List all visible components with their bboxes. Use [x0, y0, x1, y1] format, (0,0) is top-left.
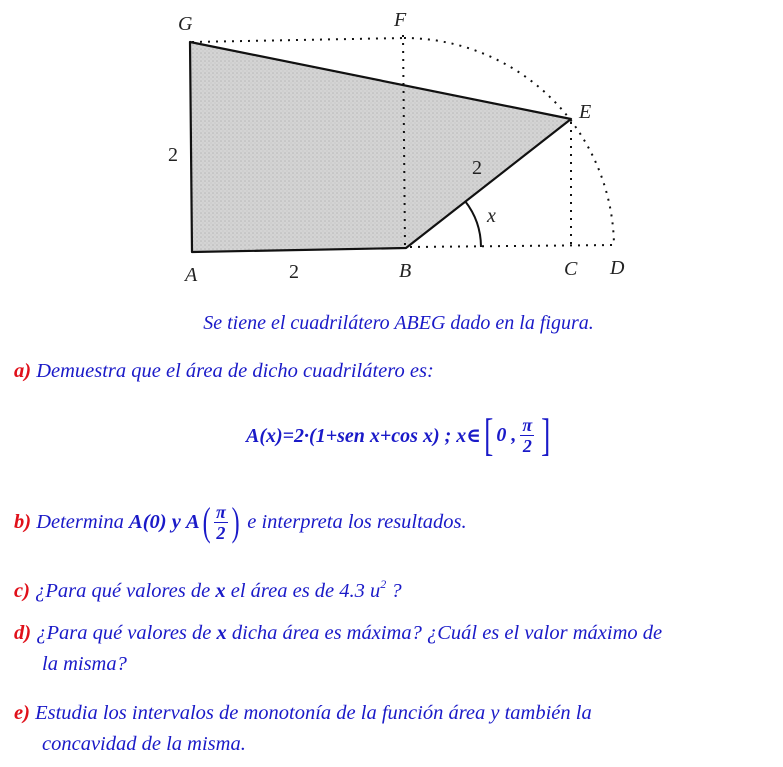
fraction-denominator: 2: [522, 435, 532, 456]
dotted-line-bd: [410, 245, 614, 247]
question-b-text-2: e interpreta los resultados.: [247, 510, 467, 533]
shaded-quadrilateral: [190, 42, 571, 252]
question-c-text-1: ¿Para qué valores de: [35, 580, 211, 602]
question-b-a0: A(0): [129, 510, 167, 533]
paren-open: (: [202, 499, 211, 544]
fraction-numerator: π: [522, 414, 533, 435]
question-c-x: x: [215, 580, 226, 602]
question-e: [14, 698, 783, 760]
bracket-close: ]: [541, 409, 551, 460]
question-a: [14, 356, 783, 387]
point-label-d: D: [610, 257, 625, 279]
question-b-text-1: Determina: [36, 510, 124, 533]
question-e-text-1: Estudia los intervalos de monotonía de la función área y también la: [35, 702, 592, 724]
formula-fraction: [520, 415, 534, 456]
side-label-ab: 2: [289, 261, 299, 283]
point-label-b: B: [399, 260, 412, 282]
bracket-open: [: [484, 409, 494, 460]
point-label-c: C: [564, 258, 578, 280]
point-label-g: G: [178, 13, 193, 35]
paren-close: ): [231, 499, 240, 544]
question-a-text: Demuestra que el área de dicho cuadrilátero es:: [36, 360, 434, 382]
question-b-numerator: π: [215, 501, 226, 522]
question-d-x: x: [216, 622, 227, 644]
question-d-text-1: ¿Para qué valores de: [36, 622, 212, 644]
question-c-superscript: 2: [380, 577, 387, 591]
question-a-label: a): [14, 360, 32, 382]
question-b-fraction: [214, 502, 228, 543]
question-c-label: c): [14, 580, 30, 602]
question-c: [14, 569, 783, 607]
question-d: [14, 618, 783, 680]
question-c-text-3: ?: [386, 580, 402, 602]
question-b-denominator: 2: [216, 522, 226, 543]
question-d-text-3: la misma?: [42, 653, 127, 675]
quadrilateral-figure: [0, 0, 783, 300]
question-b: [14, 492, 783, 552]
formula-lhs: A(x)=2·(1+sen x+cos x) ; x∈: [246, 424, 482, 447]
question-b-y: y: [171, 510, 181, 533]
side-label-ag: 2: [168, 144, 178, 166]
angle-label-x: x: [487, 205, 496, 227]
point-label-a: A: [185, 264, 198, 286]
area-formula: [246, 408, 554, 462]
figure-caption: Se tiene el cuadrilátero ABEG dado en la figura.: [203, 312, 594, 334]
dotted-line-gf: [192, 38, 404, 42]
question-b-label: b): [14, 510, 32, 533]
question-d-label: d): [14, 622, 32, 644]
question-e-text-2: concavidad de la misma.: [42, 733, 246, 755]
question-c-text-2: el área es de 4.3 u: [230, 580, 381, 602]
side-label-be: 2: [472, 157, 482, 179]
point-label-e: E: [579, 101, 592, 123]
question-d-text-2: dicha área es máxima? ¿Cuál es el valor máximo de: [231, 622, 663, 644]
point-label-f: F: [394, 9, 407, 31]
formula-interval-start: 0 ,: [496, 423, 517, 446]
question-e-label: e): [14, 702, 30, 724]
angle-arc: [465, 201, 481, 247]
question-b-A: A: [185, 510, 200, 533]
